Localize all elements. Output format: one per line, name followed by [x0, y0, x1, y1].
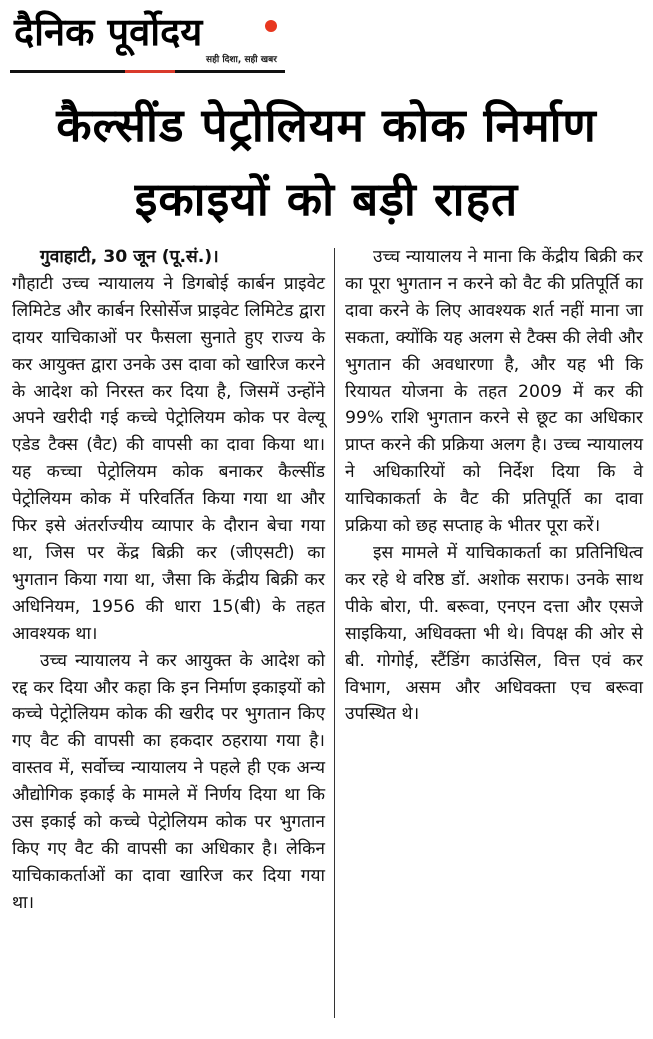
article-paragraph-4: इस मामले में याचिकाकर्ता का प्रतिनिधित्व कर रहे थे वरिष्ठ डॉ. अशोक सराफ। उनके साथ पीके बोरा, पी. बरूवा, एनएन दत्ता और एसजे साइकिया, अधिवक्ता भी थे। विपक्ष की ओर से बी. गोगोई, स्टैंडिंग काउंसिल, वित्त एवं कर विभाग, असम और अधिवक्ता एच बरूवा उपस्थित थे।	[345, 542, 643, 725]
logo-dot-icon	[265, 20, 277, 32]
headline-line-1: कैल्सींड पेट्रोलियम कोक निर्माण	[56, 98, 597, 152]
headline-line-2: इकाइयों को बड़ी राहत	[134, 172, 519, 226]
newspaper-logo: दैनिक पूर्वोदय	[14, 10, 203, 54]
article-column-left	[12, 244, 325, 1024]
article-paragraph-3: उच्च न्यायालय ने माना कि केंद्रीय बिक्री कर का पूरा भुगतान न करने को वैट की प्रतिपूर्ति का दावा करने के लिए आवश्यक शर्त नहीं माना जा सकता, क्योंकि यह अलग से टैक्स की लेवी और भुगतान की अवधारणा है, और यह भी कि रियायत योजना के तहत 2009 में कर की 99% राशि भुगतान करने से छूट का अधिकार प्राप्त करने की प्रक्रिया अलग है। उच्च न्यायालय ने अधिकारियों को निर्देश दिया कि वे याचिकाकर्ता के वैट की प्रतिपूर्ति का दावा प्रक्रिया को छह सप्ताह के भीतर पूरा करें।	[345, 247, 643, 537]
article-headline	[10, 88, 643, 236]
masthead-rule-accent	[125, 70, 175, 73]
article-dateline: गुवाहाटी, 30 जून (पू.सं.)।	[40, 247, 219, 267]
article-paragraph-2: उच्च न्यायालय ने कर आयुक्त के आदेश को रद्द कर दिया और कहा कि इन निर्माण इकाइयों को कच्चे पेट्रोलियम कोक की खरीद पर भुगतान किए गए वैट की वापसी का हकदार ठहराया गया है। वास्तव में, सर्वोच्च न्यायालय ने पहले ही एक अन्य औद्योगिक इकाई के मामले में निर्णय दिया था कि उस इकाई को कच्चे पेट्रोलियम कोक पर भुगतान किए गए वैट की वापसी का अधिकार है। लेकिन याचिकाकर्ताओं का दावा खारिज कर दिया गया था।	[12, 650, 325, 913]
article-column-right	[345, 244, 643, 1024]
masthead-tagline: सही दिशा, सही खबर	[206, 55, 277, 65]
article-paragraph-1: गौहाटी उच्च न्यायालय ने डिगबोई कार्बन प्राइवेट लिमिटेड और कार्बन रिसोर्सेज प्राइवेट लिमिटेड द्वारा दायर याचिकाओं पर फैसला सुनाते हुए राज्य के कर आयुक्त द्वारा उनके उस दावा को खारिज करने के आदेश को निरस्त कर दिया है, जिसमें उन्होंने अपने खरीदी गई कच्चे पेट्रोलियम कोक पर वेल्यू एडेड टैक्स (वैट) की वापसी का दावा किया था। यह कच्चा पेट्रोलियम कोक बनाकर कैल्सींड पेट्रोलियम कोक में परिवर्तित किया गया था और फिर इसे अंतर्राज्यीय व्यापार के दौरान बेचा गया था, जिस पर केंद्र बिक्री कर (जीएसटी) का भुगतान किया गया था, जैसा कि केंद्रीय बिक्री कर अधिनियम, 1956 की धारा 15(बी) के तहत आवश्यक था।	[12, 273, 325, 644]
masthead	[10, 8, 285, 74]
column-divider	[334, 248, 335, 1018]
